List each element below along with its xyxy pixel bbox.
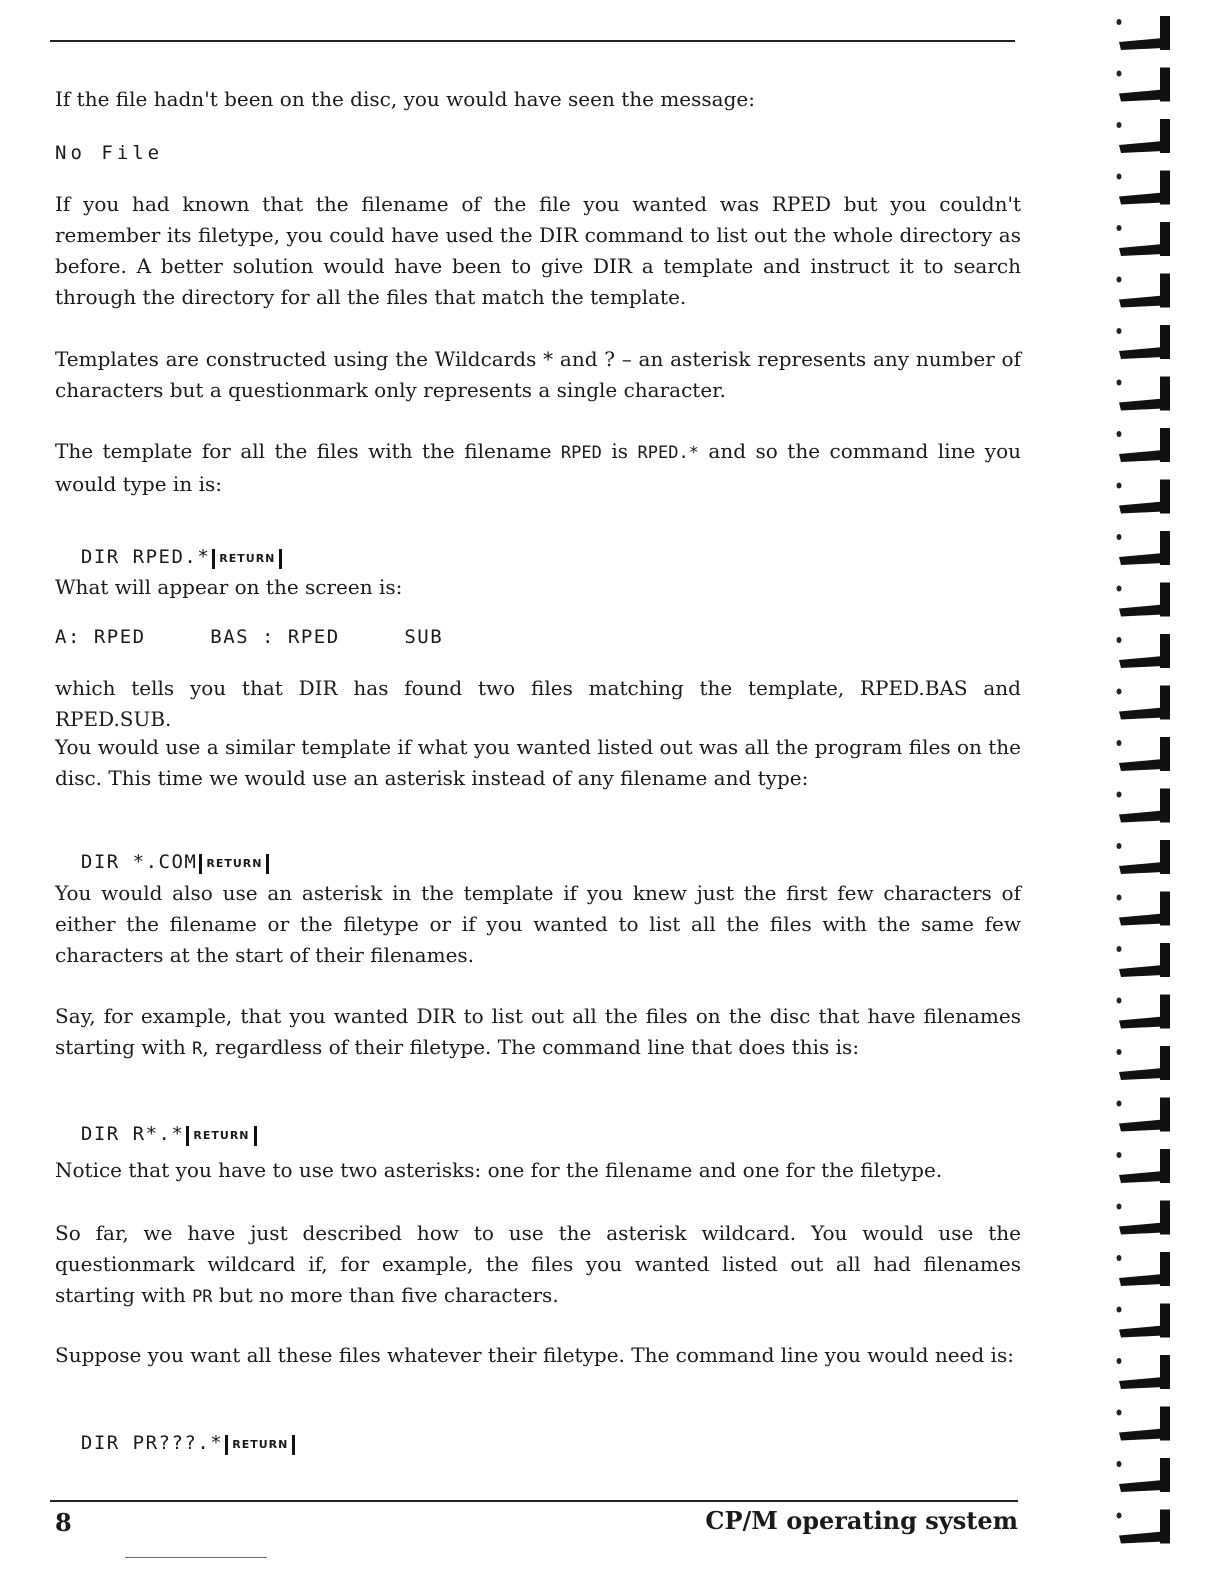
code-no-file: No File: [55, 142, 164, 164]
text-run: and so the command line you would type in is:: [55, 439, 1021, 496]
binding-mark: [1117, 943, 1171, 977]
binding-mark: [1117, 1355, 1171, 1389]
binding-mark: [1117, 1252, 1171, 1286]
inline-code: R: [192, 1039, 203, 1059]
command-line: [55, 1410, 295, 1455]
command-line: [55, 829, 269, 874]
paragraph: which tells you that DIR has found two files matching the template, RPED.BAS and RPED.SUB.: [55, 676, 1021, 731]
stub-rule: [125, 1557, 267, 1558]
inline-code: RPED: [560, 443, 602, 463]
inline-code: RPED.*: [637, 443, 699, 463]
binding-mark: [1117, 428, 1171, 462]
binding-mark: [1117, 686, 1171, 720]
binding-mark: [1117, 222, 1171, 256]
text-run: Say, for example, that you wanted DIR to list out all the files on the disc that have filenames starting with: [55, 1004, 1021, 1059]
text-run: is: [611, 439, 629, 463]
text-run: The template for all the files with the filename: [55, 439, 552, 463]
command-text: DIR R*.*: [80, 1123, 185, 1145]
paragraph: Suppose you want all these files whatever their filetype. The command line you would need is:: [55, 1343, 1014, 1367]
paragraph: If you had known that the filename of the file you wanted was RPED but you couldn't remember its filetype, you could have used the DIR command to list out the whole directory as before. A better solution would have been to give DIR a template and instruct it to search through the directory for all the files that match the template.: [55, 192, 1021, 309]
binding-mark: [1117, 1098, 1171, 1132]
return-key: RETURN: [225, 1435, 295, 1455]
paragraph: Templates are constructed using the Wildcards * and ? – an asterisk represents any number of characters but a questionmark only represents a single character.: [55, 347, 1021, 402]
command-text: DIR RPED.*: [80, 546, 211, 568]
return-key: RETURN: [186, 1126, 256, 1146]
binding-mark: [1117, 377, 1171, 411]
header-rule: [50, 40, 1015, 42]
command-line: [55, 524, 282, 569]
binding-mark: [1117, 171, 1171, 205]
binding-mark: [1117, 1458, 1171, 1492]
text-run: So far, we have just described how to use the asterisk wildcard. You would use the questionmark wildcard if, for example, the files you wanted listed out all had filenames starting with: [55, 1221, 1021, 1307]
binding-mark: [1117, 1201, 1171, 1235]
command-text: DIR PR???.*: [80, 1432, 224, 1454]
binding-mark: [1117, 737, 1171, 771]
return-key: RETURN: [199, 854, 269, 874]
command-text: DIR *.COM: [80, 851, 198, 873]
binding-mark: [1117, 995, 1171, 1029]
paragraph: Notice that you have to use two asterisks: one for the filename and one for the filetype.: [55, 1158, 943, 1182]
command-line: [55, 1101, 257, 1146]
binding-mark: [1117, 1510, 1171, 1544]
paragraph: If the file hadn't been on the disc, you would have seen the message:: [55, 87, 755, 111]
inline-code: PR: [192, 1287, 213, 1307]
footer-rule: [50, 1500, 1018, 1502]
binding-mark: [1117, 119, 1171, 153]
text-run: , regardless of their filetype. The command line that does this is:: [202, 1035, 860, 1059]
paragraph: What will appear on the screen is:: [55, 575, 403, 599]
binding-mark: [1117, 68, 1171, 102]
text-run: but no more than five characters.: [218, 1283, 559, 1307]
paragraph: [55, 1001, 1021, 1065]
paragraph: [55, 436, 1021, 500]
binding-mark: [1117, 1304, 1171, 1338]
page-number: 8: [55, 1508, 72, 1537]
binding-mark: [1117, 789, 1171, 823]
paragraph: You would also use an asterisk in the template if you knew just the first few characters of either the filename or the filetype or if you wanted to list all the files with the same few characters at the start of their filenames.: [55, 881, 1021, 967]
binding-mark: [1117, 1407, 1171, 1441]
binding-mark: [1117, 480, 1171, 514]
binding-mark: [1117, 531, 1171, 565]
binding-mark: [1117, 1046, 1171, 1080]
paragraph: [55, 1218, 1021, 1313]
binding-mark: [1117, 325, 1171, 359]
binding-mark: [1117, 892, 1171, 926]
paragraph: You would use a similar template if what you wanted listed out was all the program files on the disc. This time we would use an asterisk instead of any filename and type:: [55, 735, 1021, 790]
binding-mark: [1117, 840, 1171, 874]
binding-mark: [1117, 583, 1171, 617]
binding-mark: [1117, 274, 1171, 308]
binding-mark: [1117, 16, 1171, 50]
return-key: RETURN: [212, 549, 282, 569]
binding-mark: [1117, 1149, 1171, 1183]
binding-mark: [1117, 634, 1171, 668]
screen-output: A: RPED BAS : RPED SUB: [55, 626, 444, 648]
footer-title: CP/M operating system: [705, 1506, 1018, 1535]
spiral-binding-marks: [1105, 0, 1175, 1584]
